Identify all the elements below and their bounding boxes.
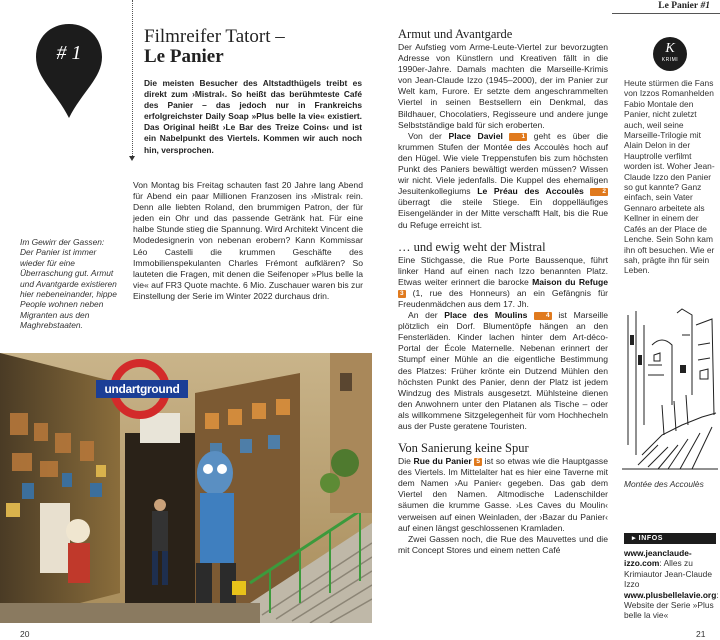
poi-marker-3: 3 xyxy=(400,289,404,297)
street-art-photo xyxy=(0,353,372,623)
pin-label: # 1 xyxy=(56,42,82,64)
poi-marker-1: 1 xyxy=(509,133,527,141)
poi-marker-4: 4 xyxy=(534,312,552,320)
infos-arrow-icon: ▸ xyxy=(632,535,639,542)
stairs-sketch xyxy=(622,305,718,473)
heading-sanierung: Von Sanierung keine Spur xyxy=(398,441,529,456)
sign-text: undartground xyxy=(104,382,180,396)
header-number: #1 xyxy=(700,1,710,11)
sidebar-krimi-text: Heute stürmen die Fans von Izzos Romanhelden Fabio Montale den Panier, nicht zuletzt auch, weil seine Marseille-Trilogie mit Alain Delon in der Hauptrolle verfilmt worden ist. Woher Jean-Claude Izzo den Panier so gut kannte? Ganz einfach, sein Vater Gennaro arbeitete als Kellner in einem der Cafés an der Place de Lenche. Sein Sohn kam ihn oft besuchen. Wie er sah, prägte ihn für sein Leben. xyxy=(624,78,715,276)
sketch-caption: Montée des Accoulès xyxy=(624,479,704,489)
arrow-down-icon xyxy=(129,156,135,161)
col2-paragraph-4: An der Place des Moulins 4 ist Marseille plötzlich ein Dorf. Blumentöpfe hängen an den Fensterläden. Kinder lachen hinter dem Art-déco-Portal der École Maternelle. Nebenan erinnert der Stumpf einer Mühle an die eigentliche Bestimmung des Platzes: Früher krönte ein Dutzend Mühlen den höchsten Punkt des Panier, denn der Platz ist jedem Windzug des Mistrals ausgesetzt. Mühlsteine dienen den Anwohnern unter den Platanen als Tische – oder als willkommene Sitzgelegenheit für vom Hochhecheln aus der Puste geratene Touristen. xyxy=(398,310,608,431)
page-number-right: 21 xyxy=(696,629,706,639)
lead-paragraph: Die meisten Besucher des Altstadthügels treibt es direkt zum ›Mistral‹. So heißt das berühmteste Café des Panier – das jedoch nur in Frankreichs erfolgreichster Daily Soap »Plus belle la vie« existiert. Das Original heißt ›Le Bar des Treize Coins‹ und ist ein Nabelpunkt des Viertels. Kommen wir auch noch hin, versprochen. xyxy=(144,78,362,155)
header-section: Le Panier xyxy=(658,1,699,11)
krimi-label: KRIMI xyxy=(661,57,679,63)
link-plusbellelavie-desc: : Website der Serie »Plus belle la vie« xyxy=(624,589,719,621)
col2-paragraph-5: Die Rue du Panier 5 ist so etwas wie die Hauptgasse des Viertels. Im Mittelalter hat es hier eine Taverne mit dem Namen ›Au Panier‹ gegeben. Das gab dem Viertel den Namen. Altmodische Ladenschilder säumen die krumme Gasse. ›Les Caves du Moulin‹ verweisen auf einen Weinladen, der ›Bazar du Panier‹ auf einen längst geschlossenen Kramladen. xyxy=(398,456,609,533)
infos-links xyxy=(624,548,718,621)
header-rule xyxy=(612,13,720,14)
dotted-divider xyxy=(132,0,134,158)
column1-text: Von Montag bis Freitag schauten fast 20 Jahre lang Abend für Abend ein paar Millionen Franzosen ins ›Mistral‹ rein. Denn alle liebten Roland, den brummigen Patron, der für jeden ein Ohr und das passende Getränk hat. Für eine halbe Stunde stieg die Spannung. Wird Architekt Vincent die Modedesignerin von nebenan erobern? Kann Kommissar Léo Castelli die krummen Geschäfte des Immobilienspekulanten Charles Frémont aufklären? So lauteten die Fragen, mit denen die Seifenoper »Plus belle la vie« auf FR3 Quote machte. 6 Mio. Zuschauer waren bis zur Einstellung der Serie im Winter 2022 durchaus drin. xyxy=(133,180,363,301)
title-line2: Le Panier xyxy=(144,46,224,67)
link-plusbellelavie[interactable]: www.plusbellelavie.org xyxy=(624,589,717,600)
col2-paragraph-1: Der Aufstieg vom Arme-Leute-Viertel zur bevorzugten Adresse von Künstlern und Kreativen fällt in die 1990er-Jahre. Damals machten die Marseille-Krimis von Jean-Claude Izzo (1945–2000), der im Panier zur Welt kam, Furore. Er setzte dem angeschrammelten Viertel in seinen Bestsellern ein Denkmal, das Bildhauer, Chocolatiers, Regisseure und andere junge Selbstständige bald für sich eroberten. xyxy=(398,42,608,130)
krimi-letter: K xyxy=(665,41,675,56)
krimi-badge-icon xyxy=(653,37,687,71)
col2-paragraph-2: Von der Place Daviel 1 geht es über die krummen Stufen der Montée des Accoulès hoch auf den Hügel. Wie viele Treppenstufen bis zum höchsten Punkt des Paniers bewältigt werden müssen? Wissen wir nicht. Viele jedenfalls. Die Kuppel des ehemaligen Jesuitenkollegiums Le Préau des Accoulès 2 überragt die steile Stiege. Ein doppelläufiges Eisengeländer in der Mitte verschafft Halt, bis die Rue du Refuge erreicht ist. xyxy=(398,130,608,230)
left-caption: Im Gewirr der Gassen: Der Panier ist immer wieder für eine Überraschung gut. Armut und Avantgarde existieren hier nebeneinander, hippe People wohnen neben Migranten aus den Maghrebstaaten. xyxy=(20,237,117,331)
page-number-left: 20 xyxy=(20,629,30,639)
infos-label: ▸ INFOS xyxy=(624,533,716,544)
poi-marker-5: 5 xyxy=(476,458,480,466)
page-title xyxy=(144,27,364,67)
heading-armut: Armut und Avantgarde xyxy=(398,27,513,41)
running-header xyxy=(560,1,710,11)
link-izzo[interactable]: www.jeanclaude-izzo.com xyxy=(624,548,692,569)
col2-paragraph-3: Eine Stichgasse, die Rue Porte Baussenque, führt linker Hand auf einen nach Izzo benannten Platz. Etwas weiter erinnert die barocke Maison du Refuge 3 (1, rue des Honneurs) an ein Gefängnis für Freudenmädchen aus dem 17. Jh. xyxy=(398,254,608,309)
col2-paragraph-6: Zwei Gassen noch, die Rue des Mauvettes und die mit Concept Stores und einem netten Café xyxy=(398,533,608,555)
poi-marker-2: 2 xyxy=(590,188,608,196)
map-pin-icon xyxy=(34,22,104,122)
column2 xyxy=(398,27,608,556)
link-izzo-desc: : Alles zu Krimiautor Jean-Claude Izzo xyxy=(624,558,712,590)
heading-mistral: … und ewig weht der Mistral xyxy=(398,239,546,254)
underground-sign-label xyxy=(96,380,188,398)
title-line1: Filmreifer Tatort – xyxy=(144,26,285,47)
